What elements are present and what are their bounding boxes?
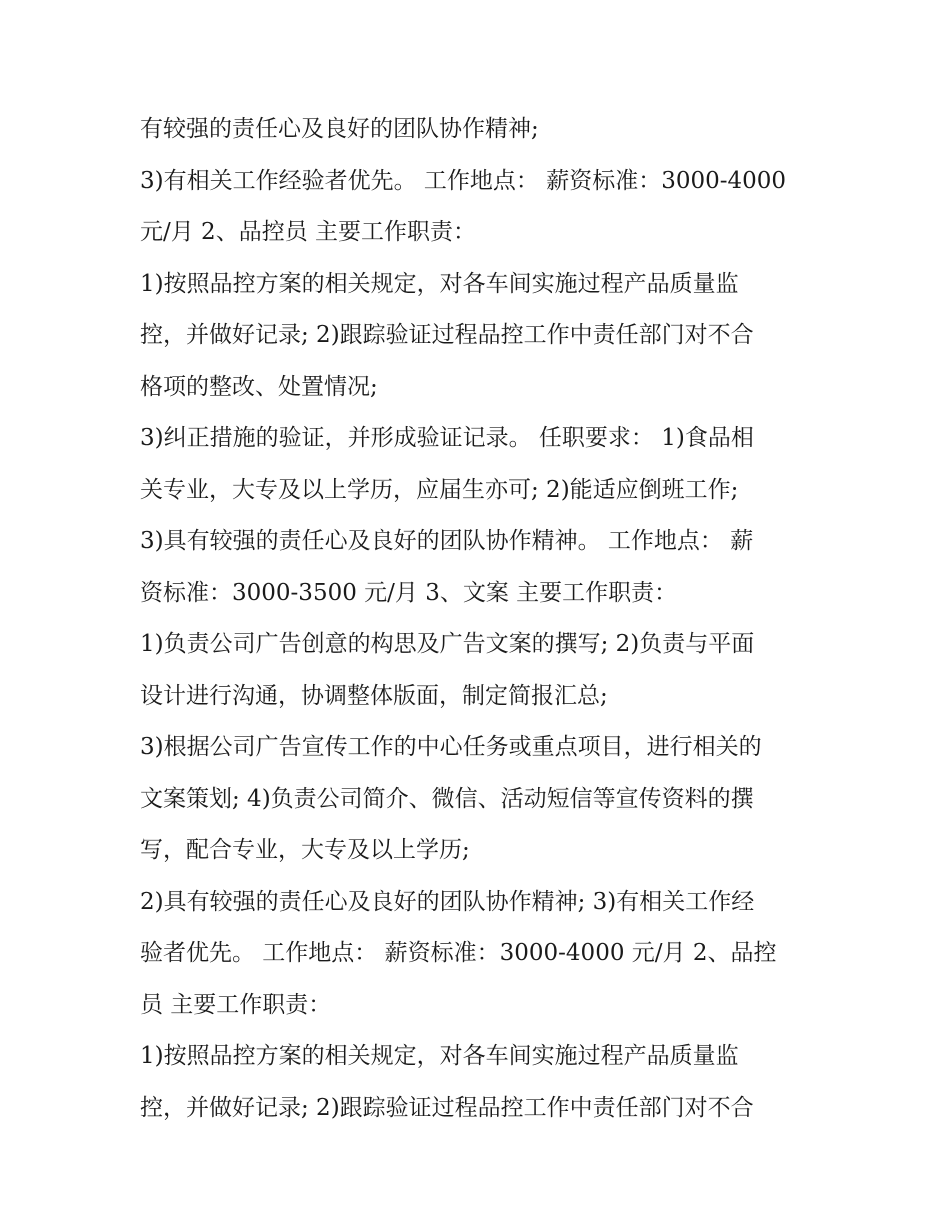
text-line: 控，并做好记录; 2)跟踪验证过程品控工作中责任部门对不合	[140, 1094, 754, 1121]
text-line: 设计进行沟通，协调整体版面，制定简报汇总;	[140, 682, 608, 709]
text-line: 元/月 2、品控员 主要工作职责：	[140, 219, 477, 245]
text-line: 3)根据公司广告宣传工作的中心任务或重点项目，进行相关的	[140, 734, 762, 760]
text-line: 有较强的责任心及良好的团队协作精神;	[140, 116, 539, 142]
text-line: 控，并做好记录; 2)跟踪验证过程品控工作中责任部门对不合	[140, 322, 754, 348]
text-line: 2)具有较强的责任心及良好的团队协作精神; 3)有相关工作经	[140, 888, 755, 915]
text-line: 1)按照品控方案的相关规定，对各车间实施过程产品质量监	[140, 270, 739, 297]
text-line: 验者优先。 工作地点： 薪资标准：3000-4000 元/月 2、品控	[140, 940, 777, 966]
text-line: 1)按照品控方案的相关规定，对各车间实施过程产品质量监	[140, 1043, 739, 1069]
text-line: 1)负责公司广告创意的构思及广告文案的撰写; 2)负责与平面	[140, 631, 755, 657]
text-line: 格项的整改、处置情况;	[140, 373, 378, 400]
document-body	[140, 104, 820, 1134]
text-line: 3)有相关工作经验者优先。 工作地点： 薪资标准：3000-4000	[140, 167, 787, 194]
text-line: 关专业，大专及以上学历，应届生亦可; 2)能适应倒班工作;	[140, 476, 739, 503]
text-line: 3)具有较强的责任心及良好的团队协作精神。 工作地点： 薪	[140, 528, 754, 554]
text-line: 写，配合专业，大专及以上学历;	[140, 837, 470, 863]
text-line: 资标准：3000-3500 元/月 3、文案 主要工作职责：	[140, 579, 678, 606]
text-line: 员 主要工作职责：	[140, 991, 332, 1018]
text-line: 文案策划; 4)负责公司简介、微信、活动短信等宣传资料的撰	[140, 785, 754, 812]
text-line: 3)纠正措施的验证，并形成验证记录。 任职要求： 1)食品相	[140, 425, 754, 451]
